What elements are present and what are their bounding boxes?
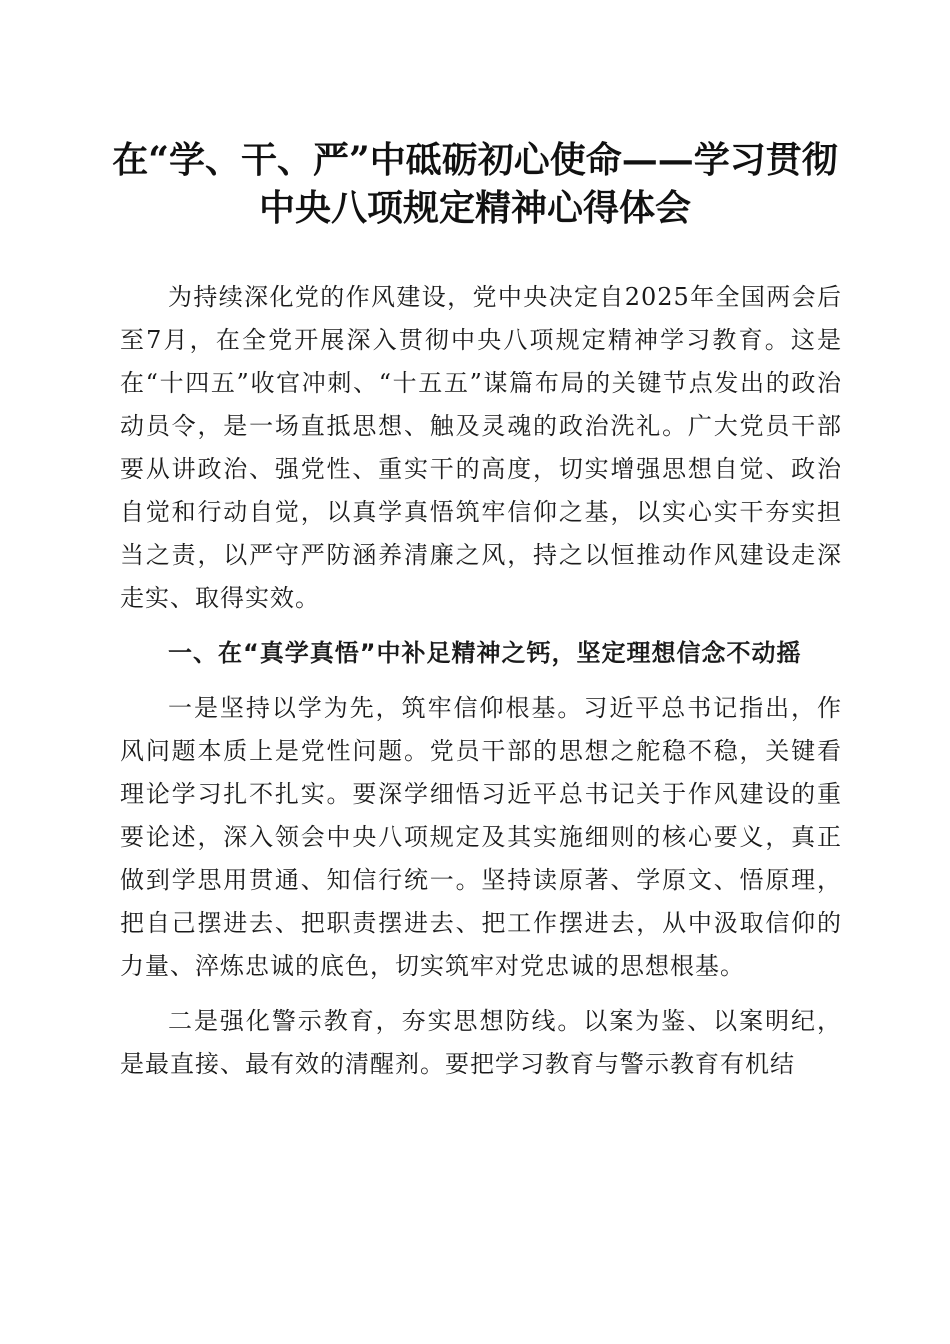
section-heading-1: 一、在“真学真悟”中补足精神之钙，坚定理想信念不动摇 (168, 639, 802, 667)
section1-paragraph-1: 一是坚持以学为先，筑牢信仰根基。习近平总书记指出，作风问题本质上是党性问题。党员干部的思想之舵稳不稳，关键看理论学习扎不扎实。要深学细悟习近平总书记关于作风建设的重要论述，深入领会中央八项规定及其实施细则的核心要义，真正做到学思用贯通、知信行统一。坚持读原著、学原文、悟原理，把自己摆进去、把职责摆进去、把工作摆进去，从中汲取信仰的力量、淬炼忠诚的底色，切实筑牢对党忠诚的思想根基。 (120, 694, 842, 980)
section1-paragraph-2: 二是强化警示教育，夯实思想防线。以案为鉴、以案明纪，是最直接、最有效的清醒剂。要把学习教育与警示教育有机结 (120, 1007, 842, 1078)
intro-paragraph: 为持续深化党的作风建设，党中央决定自2025年全国两会后至7月，在全党开展深入贯彻中央八项规定精神学习教育。这是在“十四五”收官冲刺、“十五五”谋篇布局的关键节点发出的政治动员令，是一场直抵思想、触及灵魂的政治洗礼。广大党员干部要从讲政治、强党性、重实干的高度，切实增强思想自觉、政治自觉和行动自觉，以真学真悟筑牢信仰之基，以实心实干夯实担当之责，以严守严防涵养清廉之风，持之以恒推动作风建设走深走实、取得实效。 (120, 283, 842, 612)
document-title: 在“学、干、严”中砥砺初心使命——学习贯彻中央八项规定精神心得体会 (112, 139, 838, 229)
document-body (120, 276, 842, 1086)
